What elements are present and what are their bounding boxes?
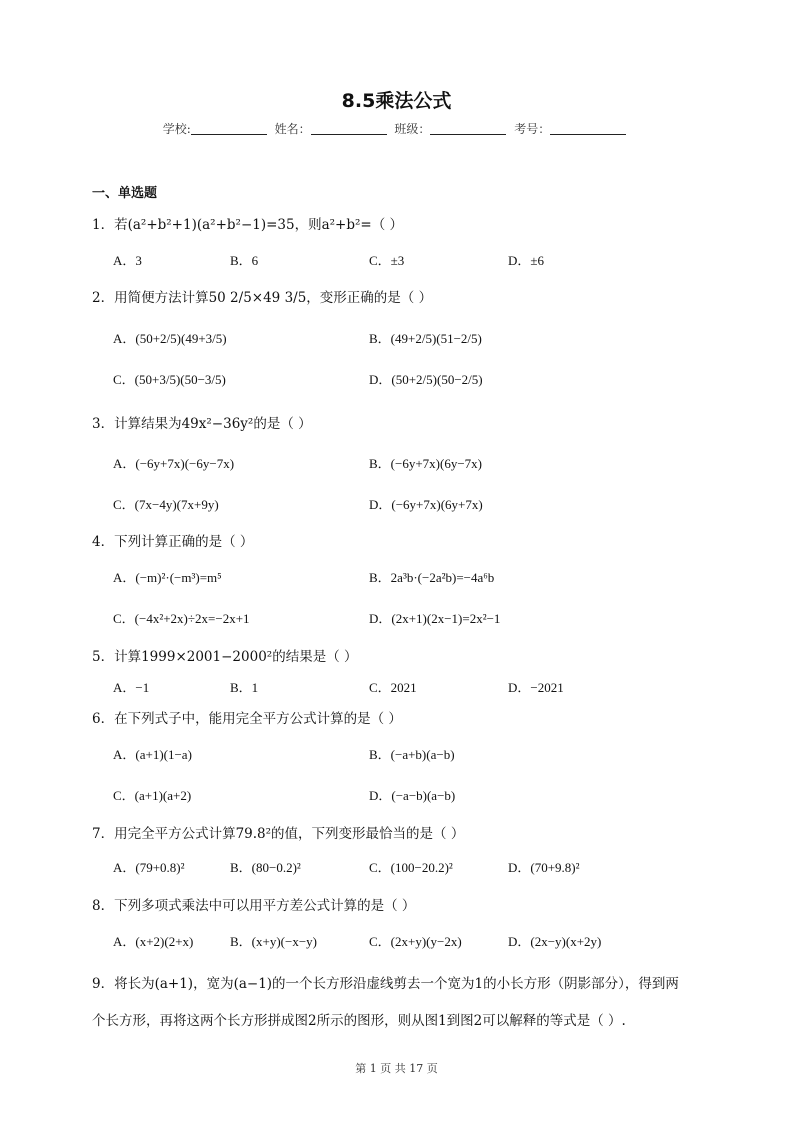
q7-option-d[interactable]: D．(70+9.8)² [508,860,580,875]
q4-option-c[interactable]: C．(−4x²+2x)÷2x=−2x+1 [113,611,250,626]
exam-no-blank[interactable] [550,122,626,135]
class-blank[interactable] [430,122,506,135]
name-blank[interactable] [311,122,387,135]
q3-option-d[interactable]: D．(−6y+7x)(6y+7x) [369,497,483,512]
question-4-stem: 4．下列计算正确的是（ ） [92,534,254,550]
q6-option-a[interactable]: A．(a+1)(1−a) [113,747,192,762]
q4-option-a[interactable]: A．(−m)²·(−m³)=m⁵ [113,570,222,585]
q5-option-c[interactable]: C．2021 [369,680,417,695]
q1-option-c[interactable]: C．±3 [369,253,405,268]
q5-option-b[interactable]: B．1 [230,680,259,695]
q2-option-d[interactable]: D．(50+2/5)(50−2/5) [369,372,483,387]
section-title: 一、单选题 [92,186,158,201]
q8-option-c[interactable]: C．(2x+y)(y−2x) [369,934,462,949]
question-8-stem: 8．下列多项式乘法中可以用平方差公式计算的是（ ） [92,898,416,914]
question-9-stem-line1: 9．将长为(a+1)，宽为(a−1)的一个长方形沿虚线剪去一个宽为1的小长方形（阴影部分），得到两 [92,976,679,992]
student-info-line [0,120,793,137]
q2-option-c[interactable]: C．(50+3/5)(50−3/5) [113,372,226,387]
q8-option-d[interactable]: D．(2x−y)(x+2y) [508,934,602,949]
question-5-stem: 5．计算1999×2001−2000²的结果是（ ） [92,649,358,665]
q5-option-d[interactable]: D．−2021 [508,680,564,695]
question-6-stem: 6．在下列式子中，能用完全平方公式计算的是（ ） [92,711,402,727]
page-footer: 第 1 页 共 17 页 [355,1062,438,1075]
q4-option-b[interactable]: B．2a³b·(−2a²b)=−4a⁶b [369,570,495,585]
school-blank[interactable] [191,122,267,135]
q2-option-b[interactable]: B．(49+2/5)(51−2/5) [369,331,482,346]
q1-option-a[interactable]: A．3 [113,253,142,268]
question-1-stem: 1．若(a²+b²+1)(a²+b²−1)=35，则a²+b²=（ ） [92,217,404,233]
page-title: 8.5乘法公式 [341,90,452,112]
q1-option-d[interactable]: D．±6 [508,253,545,268]
question-2-stem: 2．用简便方法计算50 2/5×49 3/5，变形正确的是（ ） [92,290,433,306]
q1-option-b[interactable]: B．6 [230,253,259,268]
question-7-stem: 7．用完全平方公式计算79.8²的值，下列变形最恰当的是（ ） [92,826,465,842]
q8-option-a[interactable]: A．(x+2)(2+x) [113,934,194,949]
q3-option-b[interactable]: B．(−6y+7x)(6y−7x) [369,456,482,471]
q6-option-b[interactable]: B．(−a+b)(a−b) [369,747,455,762]
question-3-stem: 3．计算结果为49x²−36y²的是（ ） [92,416,312,432]
question-9-stem-line2: 个长方形，再将这两个长方形拼成图2所示的图形，则从图1到图2可以解释的等式是（ ）. [92,1013,626,1029]
q4-option-d[interactable]: D．(2x+1)(2x−1)=2x²−1 [369,611,501,626]
class-label: 班级： [394,122,431,136]
q5-option-a[interactable]: A．−1 [113,680,150,695]
q6-option-c[interactable]: C．(a+1)(a+2) [113,788,192,803]
q7-option-a[interactable]: A．(79+0.8)² [113,860,185,875]
q3-option-a[interactable]: A．(−6y+7x)(−6y−7x) [113,456,235,471]
q8-option-b[interactable]: B．(x+y)(−x−y) [230,934,317,949]
name-label: 姓名： [274,122,311,136]
q2-option-a[interactable]: A．(50+2/5)(49+3/5) [113,331,227,346]
q7-option-c[interactable]: C．(100−20.2)² [369,860,453,875]
q7-option-b[interactable]: B．(80−0.2)² [230,860,301,875]
exam-no-label: 考号： [514,122,551,136]
q6-option-d[interactable]: D．(−a−b)(a−b) [369,788,456,803]
q3-option-c[interactable]: C．(7x−4y)(7x+9y) [113,497,219,512]
school-label: 学校: [162,122,191,136]
